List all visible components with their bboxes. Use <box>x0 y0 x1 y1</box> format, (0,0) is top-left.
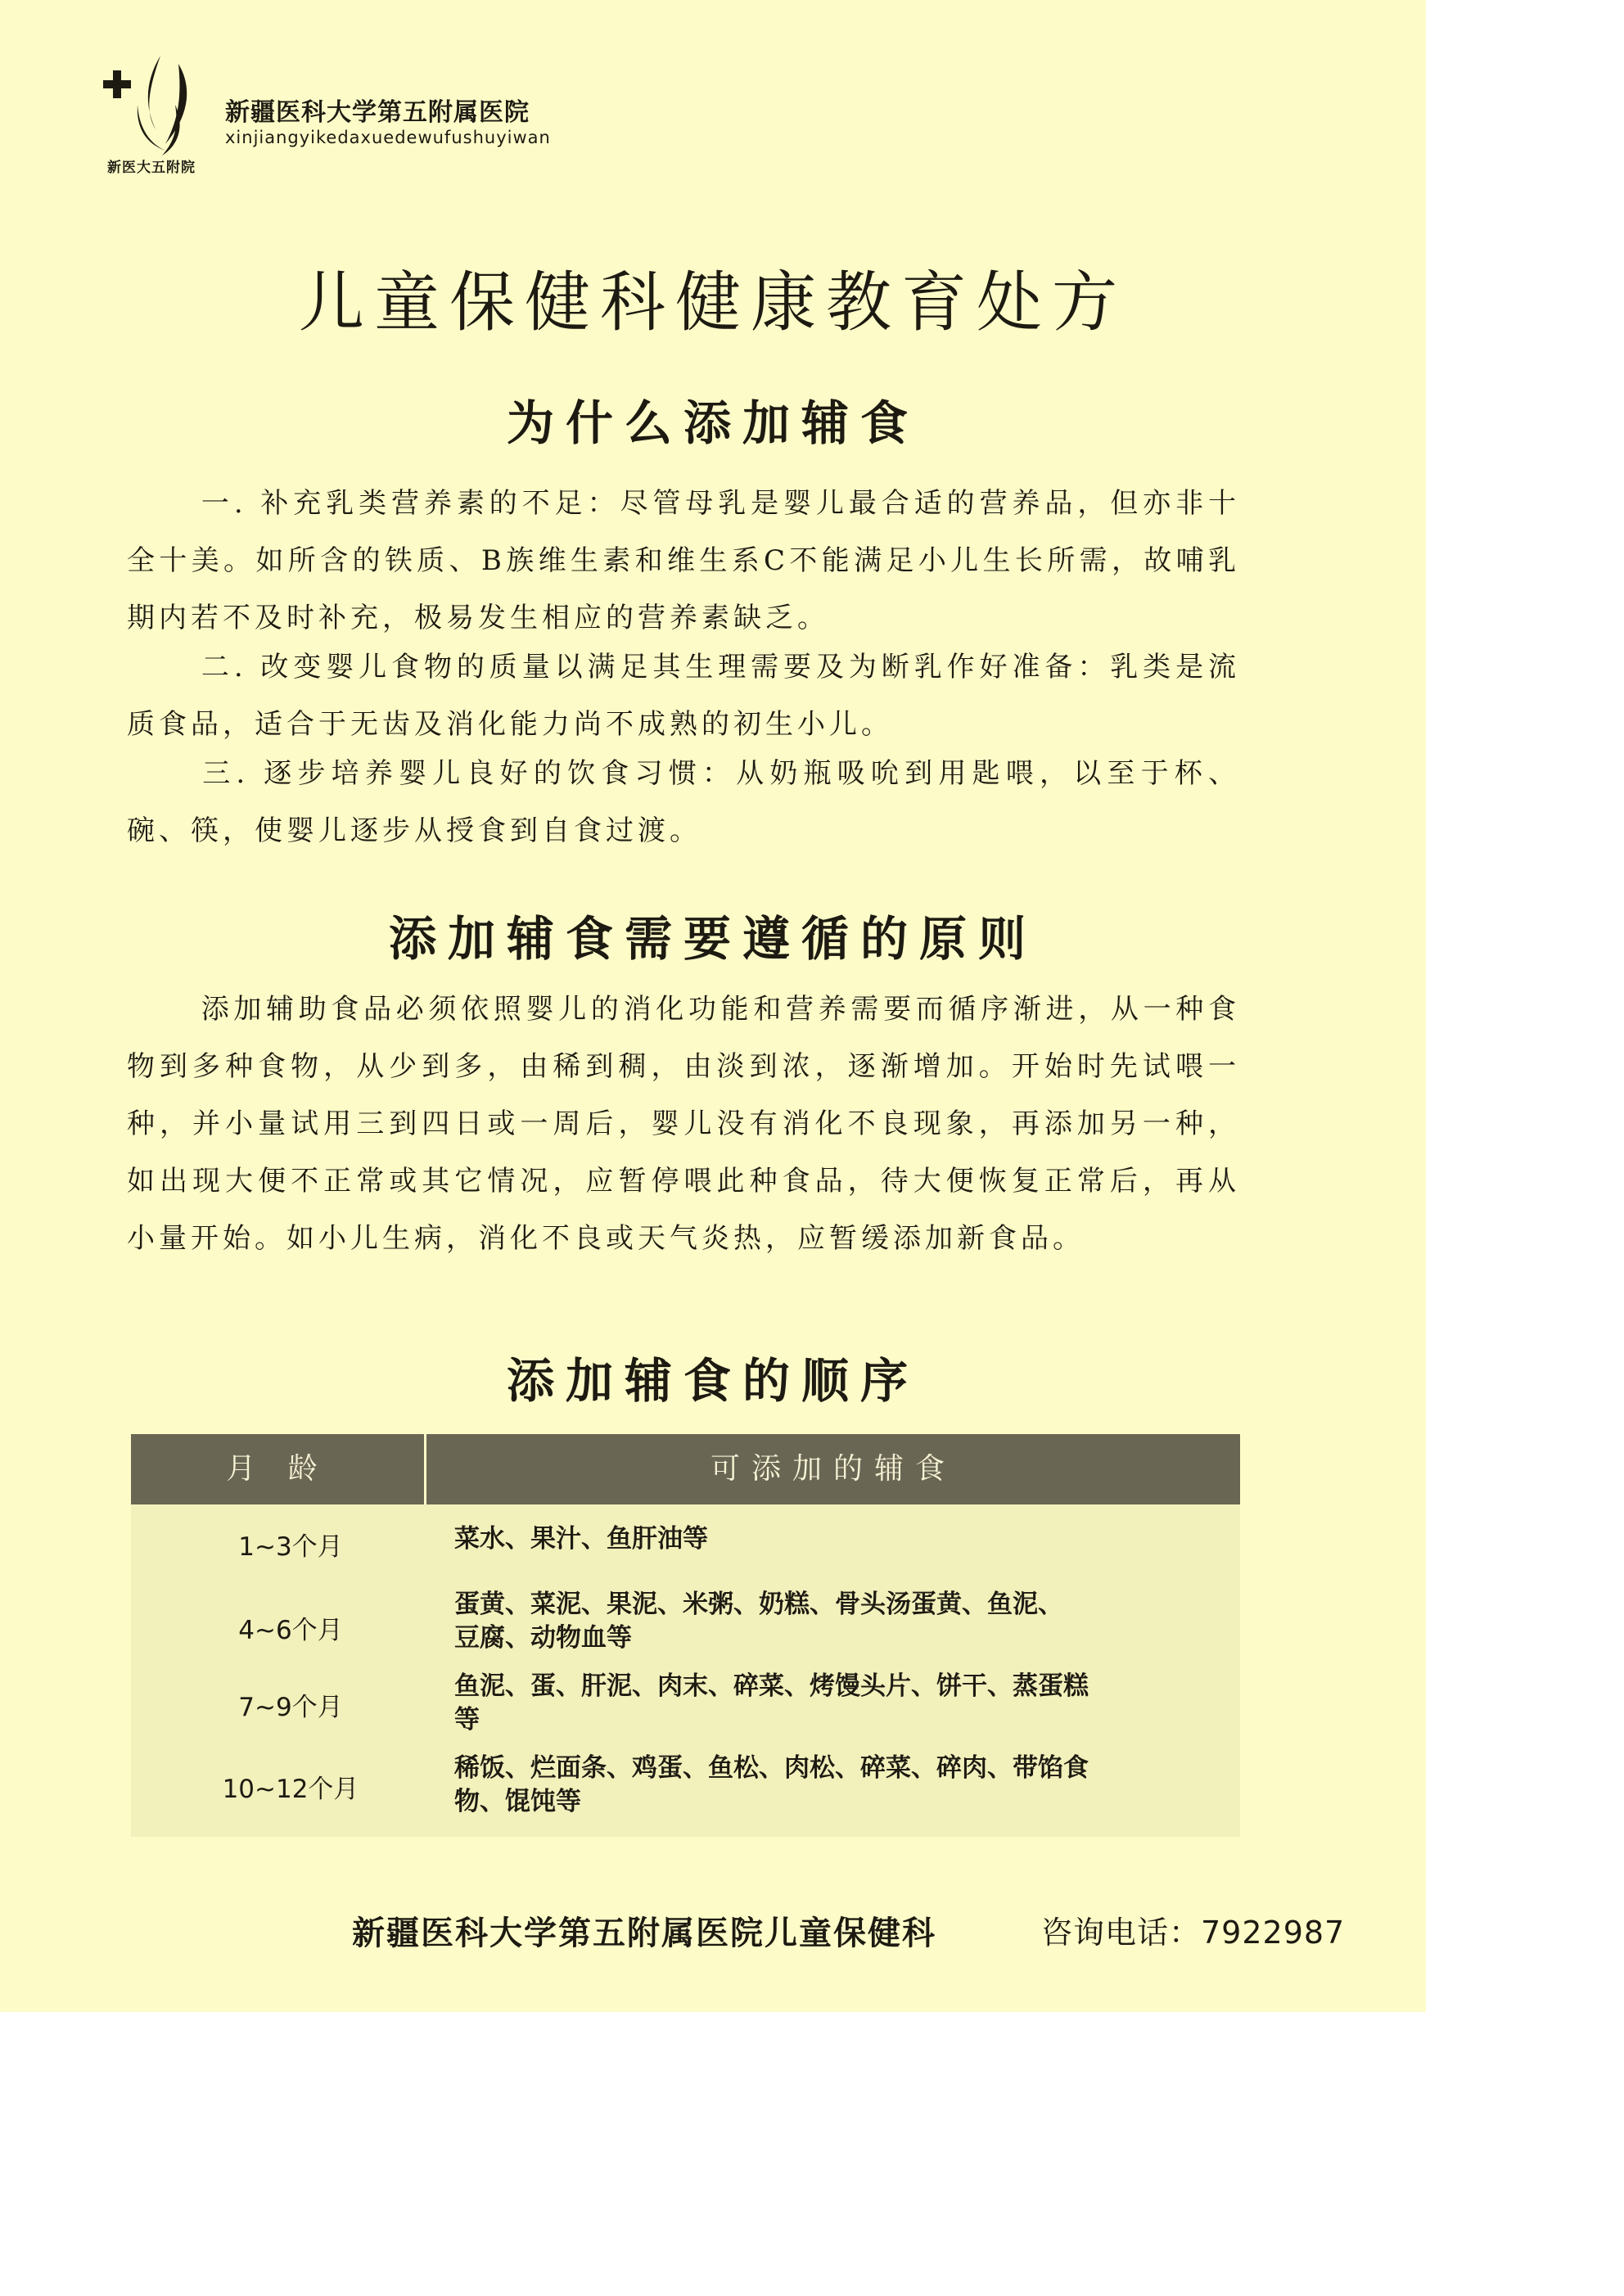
logo-caption: 新医大五附院 <box>107 160 196 176</box>
hospital-pinyin: xinjiangyikedaxuedewufushuyiwan <box>225 128 551 147</box>
age-cell: 4~6个月 <box>238 1616 343 1645</box>
section-heading-why-complementary-food: 为什么添加辅食 <box>506 395 919 451</box>
header-foods: 可添加的辅食 <box>710 1452 956 1486</box>
hospital-name: 新疆医科大学第五附属医院 <box>225 98 530 127</box>
age-cell: 1~3个月 <box>238 1532 343 1562</box>
paragraph-change-food-quality: 二. 改变婴儿食物的质量以满足其生理需要及为断乳作好准备：乳类是流质食品，适合于无齿及消化能力尚不成熟的初生小儿。 <box>127 651 1240 741</box>
header-age: 月 龄 <box>226 1452 329 1486</box>
foods-cell: 鱼泥、蛋、肝泥、肉末、碎菜、烤馒头片、饼干、蒸蛋糕等 <box>454 1671 1089 1734</box>
paragraph-principles: 添加辅助食品必须依照婴儿的消化功能和营养需要而循序渐进，从一种食物到多种食物，从少到多，由稀到稠，由淡到浓，逐渐增加。开始时先试喂一种，并小量试用三到四日或一周后，婴儿没有消化不良现象，再添加另一种，如出现大便不正常或其它情况，应暂停喂此种食品，待大便恢复正常后，再从小量开始。如小儿生病，消化不良或天气炎热，应暂缓添加新食品。 <box>127 993 1240 1255</box>
footer-phone: 咨询电话：7922987 <box>1041 1915 1346 1951</box>
foods-cell: 稀饭、烂面条、鸡蛋、鱼松、肉松、碎菜、碎肉、带馅食物、馄饨等 <box>454 1753 1089 1816</box>
footer-department: 新疆医科大学第五附属医院儿童保健科 <box>352 1914 936 1952</box>
foods-cell: 菜水、果汁、鱼肝油等 <box>454 1524 708 1554</box>
paragraph-eating-habits: 三. 逐步培养婴儿良好的饮食习惯：从奶瓶吸吮到用匙喂，以至于杯、碗、筷，使婴儿逐步从授食到自食过渡。 <box>127 757 1240 847</box>
paragraph-supplement-nutrients: 一. 补充乳类营养素的不足：尽管母乳是婴儿最合适的营养品，但亦非十全十美。如所含的铁质、B族维生素和维生系C不能满足小儿生长所需，故哺乳期内若不及时补充，极易发生相应的营养素缺乏。 <box>127 487 1240 634</box>
age-cell: 10~12个月 <box>222 1775 359 1804</box>
complementary-food-table <box>131 1434 1240 1837</box>
document-title: 儿童保健科健康教育处方 <box>299 264 1127 341</box>
foods-cell: 蛋黄、菜泥、果泥、米粥、奶糕、骨头汤蛋黄、鱼泥、豆腐、动物血等 <box>454 1590 1063 1653</box>
section-heading-order: 添加辅食的顺序 <box>506 1353 919 1409</box>
section-heading-principles: 添加辅食需要遵循的原则 <box>388 911 1037 967</box>
age-cell: 7~9个月 <box>238 1693 343 1722</box>
table-header <box>131 1434 1240 1504</box>
